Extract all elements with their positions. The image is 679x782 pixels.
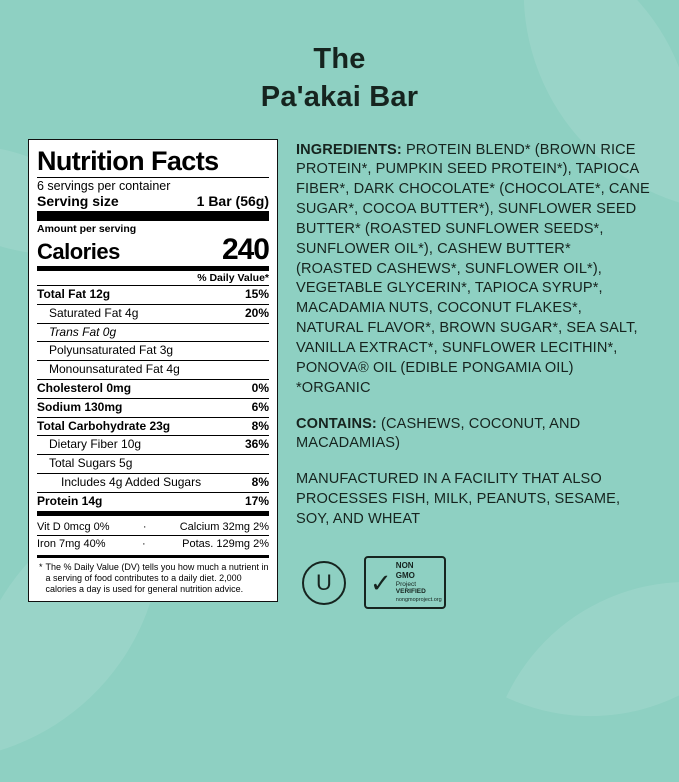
table-row	[37, 324, 269, 343]
page-title	[28, 40, 651, 117]
non-gmo-text	[396, 561, 442, 605]
footnote-text: The % Daily Value (DV) tells you how much a nutrient in a serving of food contributes to a daily diet. 2,000 calories a day is used for general nutrition advice.	[45, 561, 269, 595]
ingredient-info-column	[296, 139, 651, 610]
contains-label: CONTAINS:	[296, 415, 377, 432]
table-row	[37, 418, 269, 437]
nutrient-dv: 17%	[244, 493, 269, 508]
non-gmo-project-verified-icon	[364, 556, 446, 610]
non-gmo-line-5: nongmoproject.org	[395, 597, 442, 604]
serving-size-label: Serving size	[37, 193, 119, 210]
table-row	[37, 493, 269, 516]
contains-text: (CASHEWS, COCONUT, AND MACADAMIAS)	[296, 415, 581, 452]
nutrient-name: Trans Fat 0g	[49, 324, 117, 339]
ingredients-paragraph	[296, 141, 651, 399]
table-row	[37, 342, 269, 361]
nutrient-name: Total Sugars 5g	[49, 456, 133, 471]
vitamin-right: Calcium 32mg 2%	[179, 520, 269, 533]
nutrient-dv: 8%	[251, 475, 269, 490]
daily-value-footnote	[37, 558, 269, 596]
nutrient-name: Cholesterol 0mg	[37, 381, 132, 396]
table-row	[37, 519, 269, 536]
nutrient-name: Dietary Fiber 10g	[49, 437, 142, 452]
table-row	[37, 286, 269, 305]
servings-per-container: 6 servings per container	[37, 179, 171, 194]
nutrient-name: Polyunsaturated Fat 3g	[49, 343, 174, 358]
kosher-letter: U	[316, 569, 332, 595]
nutrition-facts-title: Nutrition Facts	[37, 145, 219, 176]
ingredients-label: INGREDIENTS:	[296, 141, 402, 158]
nutrient-dv: 0%	[251, 381, 269, 396]
serving-size-value: 1 Bar (56g)	[196, 193, 269, 210]
product-title-line-1: The	[313, 43, 366, 75]
vitamins-section	[37, 516, 269, 555]
nutrient-dv: 36%	[244, 437, 269, 452]
non-gmo-line-3: Project	[395, 580, 417, 588]
table-row	[37, 380, 269, 399]
contains-paragraph	[296, 415, 651, 455]
certification-badges	[296, 556, 651, 610]
nutrient-name: Includes 4g Added Sugars	[61, 475, 202, 490]
footnote-marker: *	[39, 561, 43, 572]
content-columns	[28, 139, 651, 610]
kosher-u-icon	[302, 561, 346, 605]
nutrient-name: Total Fat 12g	[37, 287, 111, 302]
calories-value: 240	[221, 233, 269, 267]
nutrient-name: Protein 14g	[37, 493, 103, 508]
separator-dot: ·	[141, 537, 146, 550]
nutrient-dv: 20%	[244, 305, 269, 320]
nutrition-facts-panel	[28, 139, 278, 603]
table-row	[37, 455, 269, 474]
product-title-line-2: Pa'akai Bar	[260, 81, 419, 114]
calories-label: Calories	[37, 239, 120, 265]
table-row	[37, 305, 269, 324]
nutrient-name: Total Carbohydrate 23g	[37, 418, 171, 433]
calories-row	[37, 235, 269, 266]
vitamin-left: Iron 7mg 40%	[37, 537, 106, 550]
ingredients-text: PROTEIN BLEND* (BROWN RICE PROTEIN*, PUMPKIN SEED PROTEIN*), TAPIOCA FIBER*, DARK CHOCOLATE* (CHOCOLATE*, CANE SUGAR*, COCOA BUTTER*), SUNFLOWER SEED BUTTER* (ROASTED SUNFLOWER SEEDS*, SUNFLOWER OIL*), CASHEW BUTTER* (ROASTED CASHEWS*, SUNFLOWER OIL*), VEGETABLE GLYCERIN*, TAPIOCA SYRUP*, MACADAMIA NUTS, COCONUT FLAKES*, NATURAL FLAVOR*, BROWN SUGAR*, SEA SALT, VANILLA EXTRACT*, SUNFLOWER LECITHIN*, PONOVA® OIL (EDIBLE PONGAMIA OIL) *ORGANIC	[296, 141, 650, 396]
nutrient-name: Monounsaturated Fat 4g	[49, 362, 180, 377]
non-gmo-line-1: NON	[395, 560, 414, 570]
serving-size-row	[37, 193, 269, 211]
table-row	[37, 399, 269, 418]
separator-dot: ·	[142, 520, 147, 533]
amount-per-serving-label: Amount per serving	[37, 223, 137, 236]
vitamin-left: Vit D 0mcg 0%	[37, 520, 110, 533]
nutrient-dv: 6%	[251, 399, 269, 414]
butterfly-check-icon: ✓	[370, 567, 392, 598]
nutrient-name: Sodium 130mg	[37, 399, 123, 414]
non-gmo-line-4: VERIFIED	[395, 588, 426, 596]
table-row	[37, 436, 269, 455]
facility-paragraph: MANUFACTURED IN A FACILITY THAT ALSO PROCESSES FISH, MILK, PEANUTS, SESAME, SOY, AND WHEAT	[296, 471, 621, 527]
non-gmo-line-2: GMO	[395, 570, 415, 580]
table-row	[37, 474, 269, 493]
vitamin-right: Potas. 129mg 2%	[182, 537, 269, 550]
nutrient-dv: 15%	[244, 287, 269, 302]
table-row	[37, 536, 269, 552]
nutrient-dv: 8%	[251, 418, 269, 433]
table-row	[37, 361, 269, 380]
daily-value-header: % Daily Value*	[197, 272, 269, 285]
nutrient-name: Saturated Fat 4g	[49, 305, 139, 320]
